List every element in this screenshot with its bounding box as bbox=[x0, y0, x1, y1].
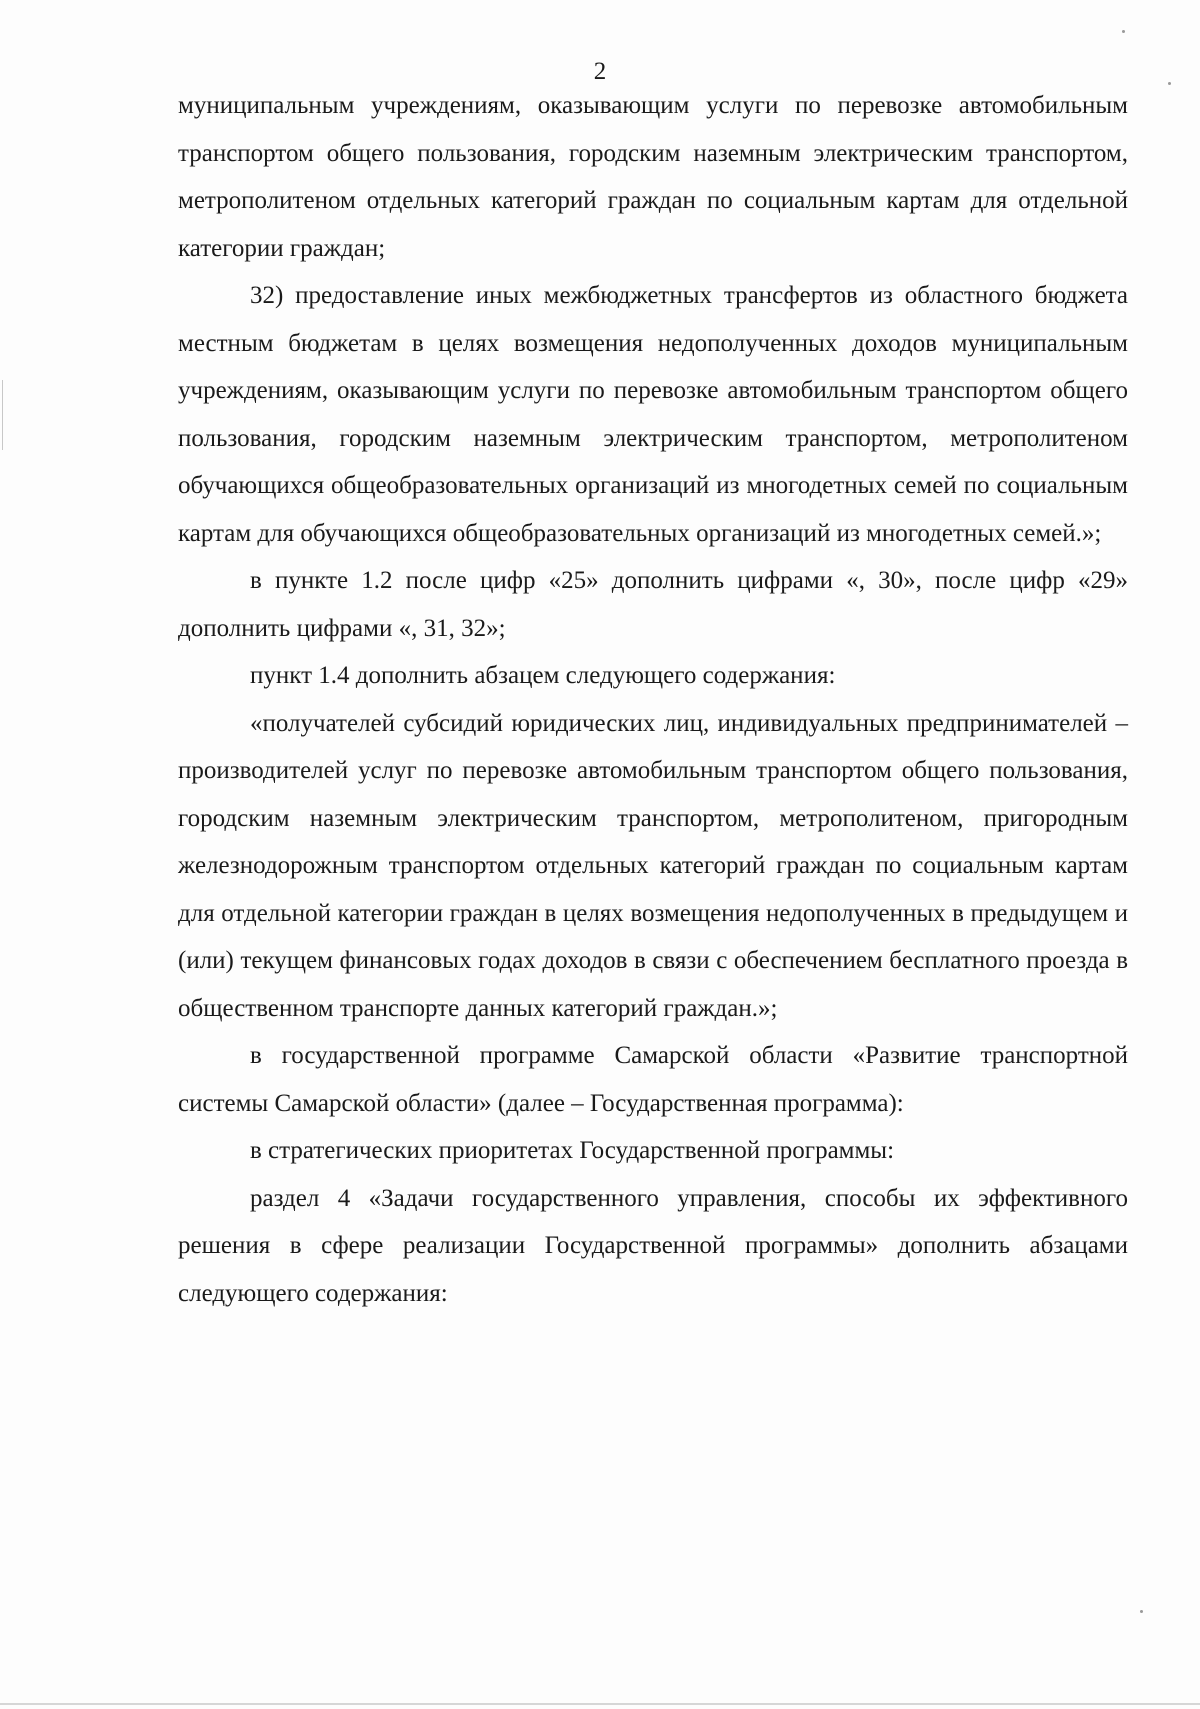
page-number: 2 bbox=[593, 58, 607, 85]
paragraph-section-4: раздел 4 «Задачи государственного управления, способы их эффективного решения в сфере реализации Государственной программы» дополнить абзацами следующего содержания: bbox=[178, 1184, 1128, 1307]
paragraph-strategic-priorities: в стратегических приоритетах Государственной программы: bbox=[250, 1137, 895, 1164]
paragraph-continuation: муниципальным учреждениям, оказывающим услуги по перевозке автомобильным транспортом общего пользования, городским наземным электрическим транспортом, метрополитеном отдельных категорий граждан по социальным картам для отдельной категории граждан; bbox=[178, 92, 1128, 262]
paragraph-state-program: в государственной программе Самарской области «Развитие транспортной системы Самарской области» (далее – Государственная программа): bbox=[178, 1042, 1128, 1117]
paragraph-point-1-4: пункт 1.4 дополнить абзацем следующего содержания: bbox=[250, 662, 836, 689]
scan-artifact-line bbox=[2, 380, 3, 450]
scan-artifact-edge bbox=[0, 1703, 1200, 1705]
paragraph-item-32: 32) предоставление иных межбюджетных трансфертов из областного бюджета местным бюджетам в целях возмещения недополученных доходов муниципальным учреждениям, оказывающим услуги по перевозке автомобильным транспортом общего пользования, городским наземным электрическим транспортом, метрополитеном обучающихся общеобразовательных организаций из многодетных семей по социальным картам для обучающихся общеобразовательных организаций из многодетных семей.»; bbox=[178, 282, 1128, 547]
scan-speck bbox=[1168, 82, 1171, 85]
scan-speck bbox=[1122, 30, 1125, 33]
paragraph-point-1-2: в пункте 1.2 после цифр «25» дополнить цифрами «, 30», после цифр «29» дополнить цифрами «, 31, 32»; bbox=[178, 567, 1128, 642]
paragraph-recipients: «получателей субсидий юридических лиц, индивидуальных предпринимателей – производителей услуг по перевозке автомобильным транспортом общего пользования, городским наземным электрическим транспортом, метрополитеном, пригородным железнодорожным транспортом отдельных категорий граждан по социальным картам для отдельной категории граждан в целях возмещения недополученных в предыдущем и (или) текущем финансовых годах доходов в связи с обеспечением бесплатного проезда в общественном транспорте данных категорий граждан.»; bbox=[178, 709, 1128, 1022]
scan-speck bbox=[1140, 1610, 1143, 1613]
document-body bbox=[178, 82, 1128, 1317]
